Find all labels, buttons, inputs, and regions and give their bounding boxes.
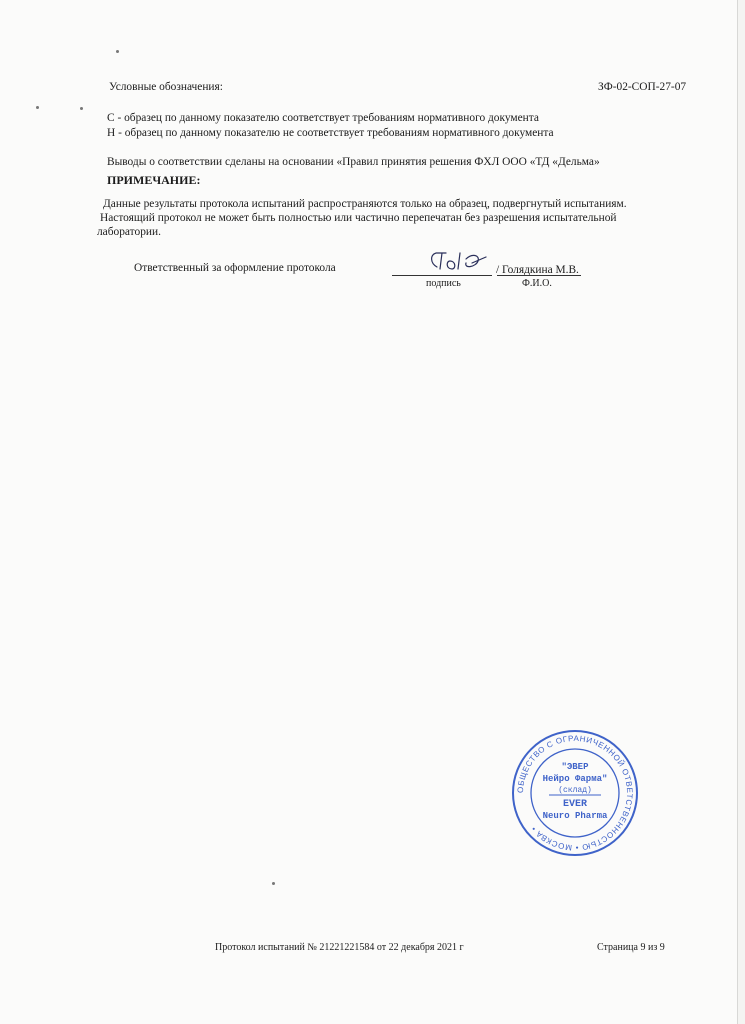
footer-page-number: Страница 9 из 9 <box>597 942 665 953</box>
handwritten-signature <box>428 249 488 277</box>
scan-speck <box>272 882 275 885</box>
scan-speck <box>116 50 119 53</box>
conclusion-basis: Выводы о соответствии сделаны на основании «Правил принятия решения ФХЛ ООО «ТД «Дельма» <box>107 156 600 168</box>
legend-compliant: С - образец по данному показателю соответствует требованиям нормативного документа <box>107 112 539 124</box>
signature-caption: подпись <box>426 278 461 289</box>
stamp-line-1: "ЭВЕР <box>561 762 589 772</box>
scan-speck <box>80 107 83 110</box>
note-line-2: Настоящий протокол не может быть полностью или частично перепечатан без разрешения испытательной <box>100 212 617 224</box>
note-heading: ПРИМЕЧАНИЕ: <box>107 173 201 187</box>
footer-protocol: Протокол испытаний № 21221221584 от 22 декабря 2021 г <box>215 942 464 953</box>
name-underline <box>497 275 581 276</box>
note-line-3: лаборатории. <box>97 226 161 238</box>
company-stamp <box>509 729 641 857</box>
name-caption: Ф.И.О. <box>522 278 552 289</box>
signature-line <box>392 275 492 276</box>
legend-noncompliant: Н - образец по данному показателю не соответствует требованиям нормативного документа <box>107 127 554 139</box>
stamp-line-3: (склад) <box>558 786 592 795</box>
responsible-label: Ответственный за оформление протокола <box>134 262 336 274</box>
note-line-1: Данные результаты протокола испытаний распространяются только на образец, подвергнутый испытаниям. <box>103 198 627 210</box>
responsible-name: / Голядкина М.В. <box>496 264 579 276</box>
scan-speck <box>36 106 39 109</box>
stamp-line-4: EVER <box>562 799 588 810</box>
stamp-ring-text: ОБЩЕСТВО С ОГРАНИЧЕННОЙ ОТВЕТСТВЕННОСТЬЮ • МОСКВА • <box>515 733 635 853</box>
stamp-line-5: Neuro Pharma <box>542 811 608 821</box>
stamp-line-2: Нейро Фарма" <box>542 774 608 784</box>
document-code: ЗФ-02-СОП-27-07 <box>598 81 687 93</box>
legend-title: Условные обозначения: <box>109 81 223 93</box>
